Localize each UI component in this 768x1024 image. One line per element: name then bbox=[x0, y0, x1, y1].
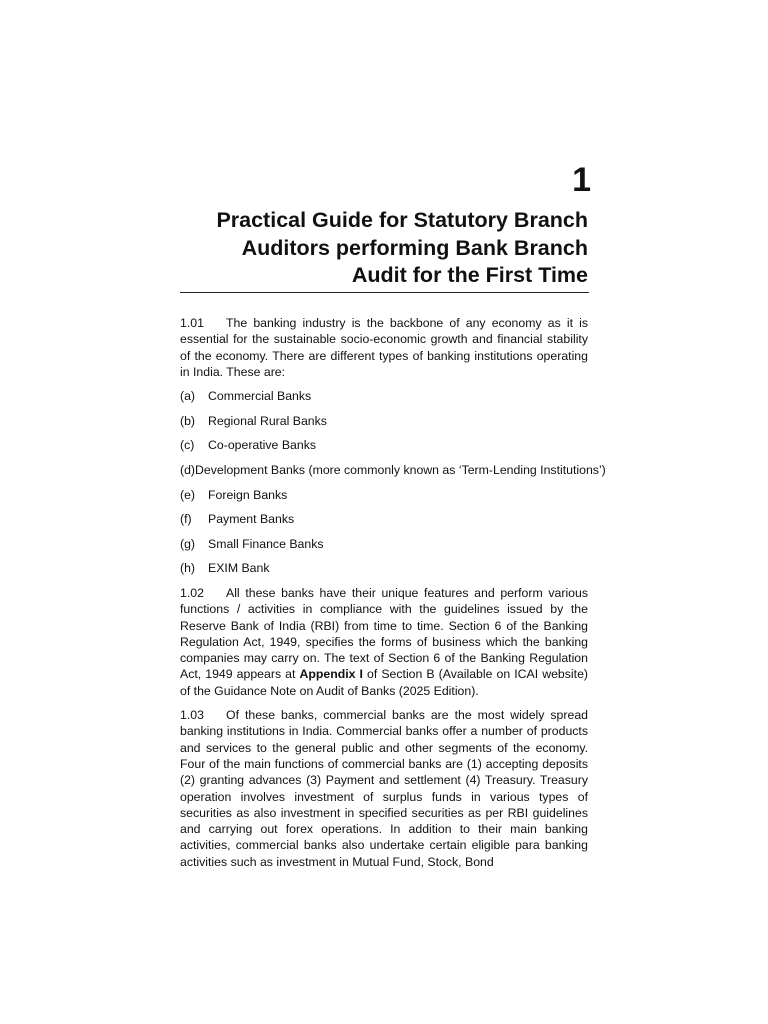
list-item-text: EXIM Bank bbox=[208, 561, 270, 576]
list-item-text: Commercial Banks bbox=[208, 389, 312, 404]
chapter-title-line-2: Auditors performing Bank Branch bbox=[241, 235, 588, 260]
list-item-text: Small Finance Banks bbox=[208, 536, 324, 551]
list-marker: (d) bbox=[180, 462, 196, 477]
list-marker: (f) bbox=[180, 512, 192, 527]
paragraph-number: 1.03 bbox=[180, 708, 204, 723]
list-item bbox=[180, 487, 588, 512]
list-item bbox=[180, 511, 588, 536]
paragraph-1-01 bbox=[180, 315, 588, 380]
list-marker: (a) bbox=[180, 389, 196, 404]
paragraph-text-continued: of Section B (Available on ICAI website) of the Guidance Note on Audit of Banks (2025 Edition). bbox=[180, 667, 588, 698]
title-divider bbox=[180, 292, 589, 293]
list-item-text: Foreign Banks bbox=[208, 487, 288, 502]
list-marker: (g) bbox=[180, 536, 196, 551]
chapter-title-line-3: Audit for the First Time bbox=[351, 263, 588, 287]
list-marker: (h) bbox=[180, 561, 196, 576]
list-item bbox=[180, 560, 588, 585]
list-item-text: Regional Rural Banks bbox=[208, 413, 327, 428]
list-item bbox=[180, 536, 588, 561]
body-text bbox=[180, 315, 606, 878]
chapter-title bbox=[150, 207, 588, 290]
list-item-text: Co-operative Banks bbox=[208, 438, 316, 453]
paragraph-1-02 bbox=[180, 585, 588, 699]
paragraph-text: Of these banks, commercial banks are the most widely spread banking institutions in India. Commercial banks offer a number of products and services to the general public and other segments of the economy. Four of the main functions of commercial banks are (1) accepting deposits (2) granting advances (3) Payment and settlement (4) Treasury. Treasury operation involves investment of surplus funds in various types of securities as also investment in specified securities as per RBI guidelines and carrying out forex operations. In addition to their main banking activities, commercial banks also undertake certain eligible para banking activities such as investment in Mutual Fund, Stock, Bond bbox=[180, 708, 588, 869]
list-marker: (e) bbox=[180, 487, 196, 502]
list-marker: (c) bbox=[180, 438, 195, 453]
chapter-number: 1 bbox=[572, 161, 591, 199]
chapter-title-line-1: Practical Guide for Statutory Branch bbox=[216, 208, 588, 232]
paragraph-number: 1.02 bbox=[180, 585, 204, 600]
list-item-text: Development Banks (more commonly known as ‘Term-Lending Institutions’) bbox=[195, 462, 606, 477]
paragraph-text: All these banks have their unique features and perform various functions / activities in compliance with the guidelines issued by the Reserve Bank of India (RBI) from time to time. Section 6 of the Banking Regulation Act, 1949, specifies the forms of business which the banking companies may carry on. The text of Section 6 of the Banking Regulation Act, 1949 appears at bbox=[180, 585, 588, 682]
list-item bbox=[180, 462, 606, 487]
paragraph-1-03 bbox=[180, 707, 588, 870]
list-item bbox=[180, 413, 588, 438]
list-item-text: Payment Banks bbox=[208, 512, 295, 527]
list-item bbox=[180, 437, 588, 462]
list-item bbox=[180, 388, 588, 413]
list-marker: (b) bbox=[180, 413, 196, 428]
paragraph-number: 1.01 bbox=[180, 316, 204, 330]
paragraph-text: The banking industry is the backbone of any economy as it is essential for the sustainable socio-economic growth and financial stability of the economy. There are different types of banking institutions operating in India. These are: bbox=[180, 316, 588, 379]
bank-types-list bbox=[180, 388, 606, 585]
appendix-reference: Appendix I bbox=[299, 667, 363, 682]
